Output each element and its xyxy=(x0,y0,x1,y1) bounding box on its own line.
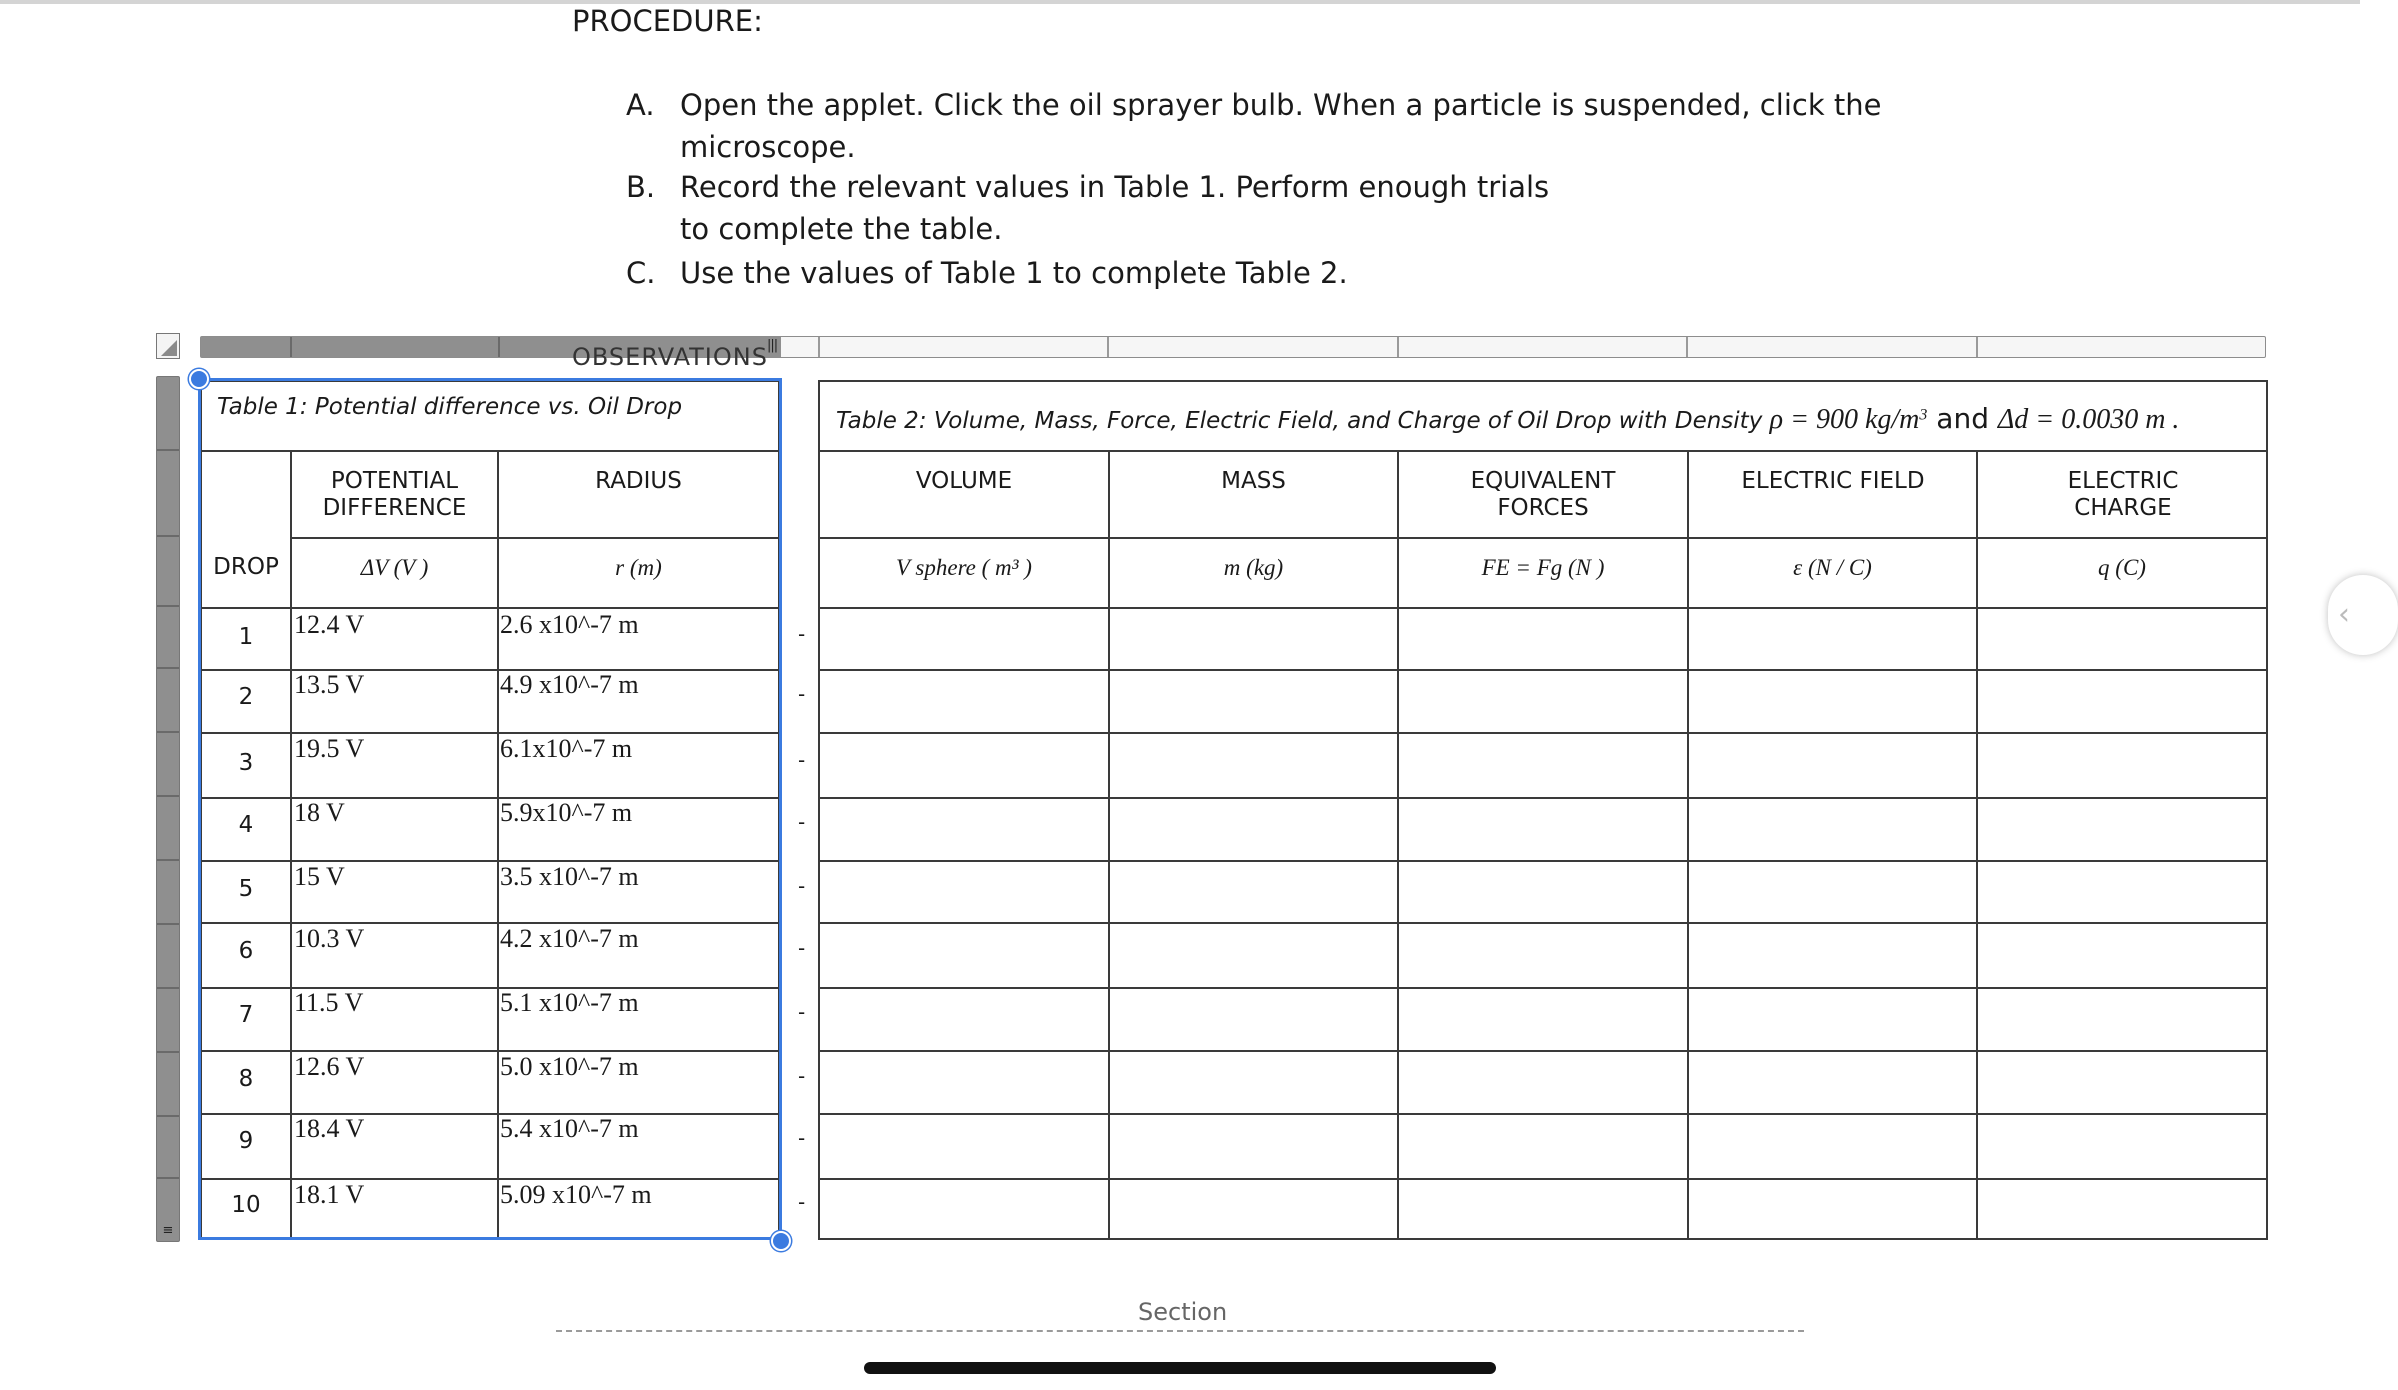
header-radius: RADIUS xyxy=(595,468,682,494)
table-select-all-handle[interactable] xyxy=(156,333,180,359)
column-resize-grip-icon[interactable]: ||| xyxy=(767,338,778,353)
row-separator-mark: - xyxy=(798,1126,806,1150)
ruler-tick xyxy=(1686,337,1688,357)
header-drop: DROP xyxy=(213,554,279,580)
ruler-tick xyxy=(157,795,179,797)
header-radius-unit: r (m) xyxy=(615,555,662,580)
unit-volume: V sphere ( m³ ) xyxy=(896,555,1032,580)
ruler-tick xyxy=(157,1177,179,1179)
voltage-cell[interactable]: 18.4 V xyxy=(294,1114,365,1143)
row-separator-mark: - xyxy=(798,1000,806,1024)
header-volume: VOLUME xyxy=(915,468,1013,494)
header-electric-field: ELECTRIC FIELD xyxy=(1741,468,1925,494)
step-line: Record the relevant values in Table 1. Perform enough trials xyxy=(680,170,1550,204)
unit-equivalent-forces: FE = Fg (N ) xyxy=(1481,555,1605,580)
radius-cell[interactable]: 3.5 x10^-7 m xyxy=(500,862,639,891)
ruler-tick xyxy=(818,337,820,357)
voltage-cell[interactable]: 18.1 V xyxy=(294,1180,365,1209)
table-2-title-delta-d: Δd = 0.0030 m . xyxy=(1997,404,2180,435)
voltage-cell[interactable]: 19.5 V xyxy=(294,734,365,763)
selection-handle-bottom-right[interactable] xyxy=(771,1231,791,1251)
voltage-cell[interactable]: 13.5 V xyxy=(294,670,365,699)
drop-number: 6 xyxy=(238,938,254,964)
ruler-tick xyxy=(157,667,179,669)
drop-number: 9 xyxy=(238,1128,254,1154)
step-letter: B. xyxy=(626,170,656,204)
top-status-line xyxy=(0,0,2360,4)
radius-cell[interactable]: 5.4 x10^-7 m xyxy=(500,1114,639,1143)
ruler-tick xyxy=(157,1115,179,1117)
voltage-cell[interactable]: 10.3 V xyxy=(294,924,365,953)
drop-number: 8 xyxy=(238,1066,254,1092)
row-separator-mark: - xyxy=(798,682,806,706)
unit-mass: m (kg) xyxy=(1223,555,1284,580)
voltage-cell[interactable]: 12.4 V xyxy=(294,610,365,639)
drop-number: 7 xyxy=(238,1002,254,1028)
radius-cell[interactable]: 5.0 x10^-7 m xyxy=(500,1052,639,1081)
header-delta-v-unit: ΔV (V ) xyxy=(360,555,429,580)
voltage-cell[interactable]: 11.5 V xyxy=(294,988,364,1017)
observations-heading: OBSERVATIONS xyxy=(572,343,768,371)
ruler-tick xyxy=(157,1051,179,1053)
ruler-tick xyxy=(157,859,179,861)
row-separator-mark: - xyxy=(798,748,806,772)
step-line: microscope. xyxy=(680,130,856,164)
ruler-tick xyxy=(1397,337,1399,357)
radius-cell[interactable]: 4.2 x10^-7 m xyxy=(500,924,639,953)
table-1-selection-outline xyxy=(198,378,782,1240)
table-2-title-and: and xyxy=(1927,402,1998,435)
radius-cell[interactable]: 5.9x10^-7 m xyxy=(500,798,633,827)
row-resize-grip-icon[interactable]: ≡ xyxy=(162,1223,174,1238)
table-2-title xyxy=(836,402,2179,436)
step-letter: C. xyxy=(626,256,656,290)
radius-cell[interactable]: 5.1 x10^-7 m xyxy=(500,988,639,1017)
section-label[interactable]: Section xyxy=(1138,1298,1228,1326)
step-line: Open the applet. Click the oil sprayer bulb. When a particle is suspended, click the xyxy=(680,88,1882,122)
table-2-title-density: ρ = 900 kg/m xyxy=(1769,404,1920,435)
radius-cell[interactable]: 2.6 x10^-7 m xyxy=(500,610,639,639)
ruler-tick xyxy=(157,923,179,925)
ruler-tick xyxy=(498,337,500,357)
row-separator-mark: - xyxy=(798,936,806,960)
ruler-tick xyxy=(157,449,179,451)
ruler-tick xyxy=(157,987,179,989)
side-panel-tab[interactable] xyxy=(2328,575,2398,655)
ruler-tick xyxy=(1976,337,1978,357)
column-ruler[interactable] xyxy=(200,336,2266,371)
chevron-left-icon: ‹ xyxy=(2338,597,2350,632)
row-separator-mark: - xyxy=(798,874,806,898)
ruler-tick xyxy=(157,605,179,607)
drop-number: 1 xyxy=(238,624,254,650)
home-indicator[interactable] xyxy=(864,1362,1496,1374)
header-potential-difference: POTENTIAL DIFFERENCE xyxy=(322,468,467,521)
step-line: Use the values of Table 1 to complete Table 2. xyxy=(680,256,1348,290)
header-equivalent-forces: EQUIVALENT FORCES xyxy=(1470,468,1616,521)
ruler-tick xyxy=(157,535,179,537)
row-ruler[interactable] xyxy=(156,376,180,1242)
row-separator-mark: - xyxy=(798,1190,806,1214)
drop-number: 5 xyxy=(238,876,254,902)
voltage-cell[interactable]: 15 V xyxy=(294,862,345,891)
table-1-title: Table 1: Potential difference vs. Oil Drop xyxy=(217,394,683,420)
procedure-heading: PROCEDURE: xyxy=(572,4,763,38)
drop-number: 4 xyxy=(238,812,254,838)
step-letter: A. xyxy=(626,88,655,122)
ruler-tick xyxy=(1107,337,1109,357)
voltage-cell[interactable]: 18 V xyxy=(294,798,345,827)
radius-cell[interactable]: 5.09 x10^-7 m xyxy=(500,1180,652,1209)
step-line: to complete the table. xyxy=(680,212,1003,246)
ruler-tick xyxy=(290,337,292,357)
table-2-title-text: Table 2: Volume, Mass, Force, Electric Field, and Charge of Oil Drop with Density xyxy=(836,408,1770,434)
drop-number: 3 xyxy=(238,750,254,776)
header-mass: MASS xyxy=(1221,468,1286,494)
header-electric-charge: ELECTRIC CHARGE xyxy=(2067,468,2179,521)
unit-electric-field: ε (N / C) xyxy=(1793,555,1872,580)
row-separator-mark: - xyxy=(798,1064,806,1088)
unit-electric-charge: q (C) xyxy=(2098,555,2146,580)
selection-handle-top-left[interactable] xyxy=(189,369,209,389)
drop-number: 2 xyxy=(238,684,254,710)
ruler-tick xyxy=(157,731,179,733)
section-break-line xyxy=(556,1330,1804,1332)
radius-cell[interactable]: 4.9 x10^-7 m xyxy=(500,670,639,699)
row-separator-mark: - xyxy=(798,810,806,834)
table-2-title-density-exponent: 3 xyxy=(1919,406,1928,424)
voltage-cell[interactable]: 12.6 V xyxy=(294,1052,365,1081)
radius-cell[interactable]: 6.1x10^-7 m xyxy=(500,734,633,763)
row-separator-mark: - xyxy=(798,622,806,646)
drop-number: 10 xyxy=(231,1192,261,1218)
